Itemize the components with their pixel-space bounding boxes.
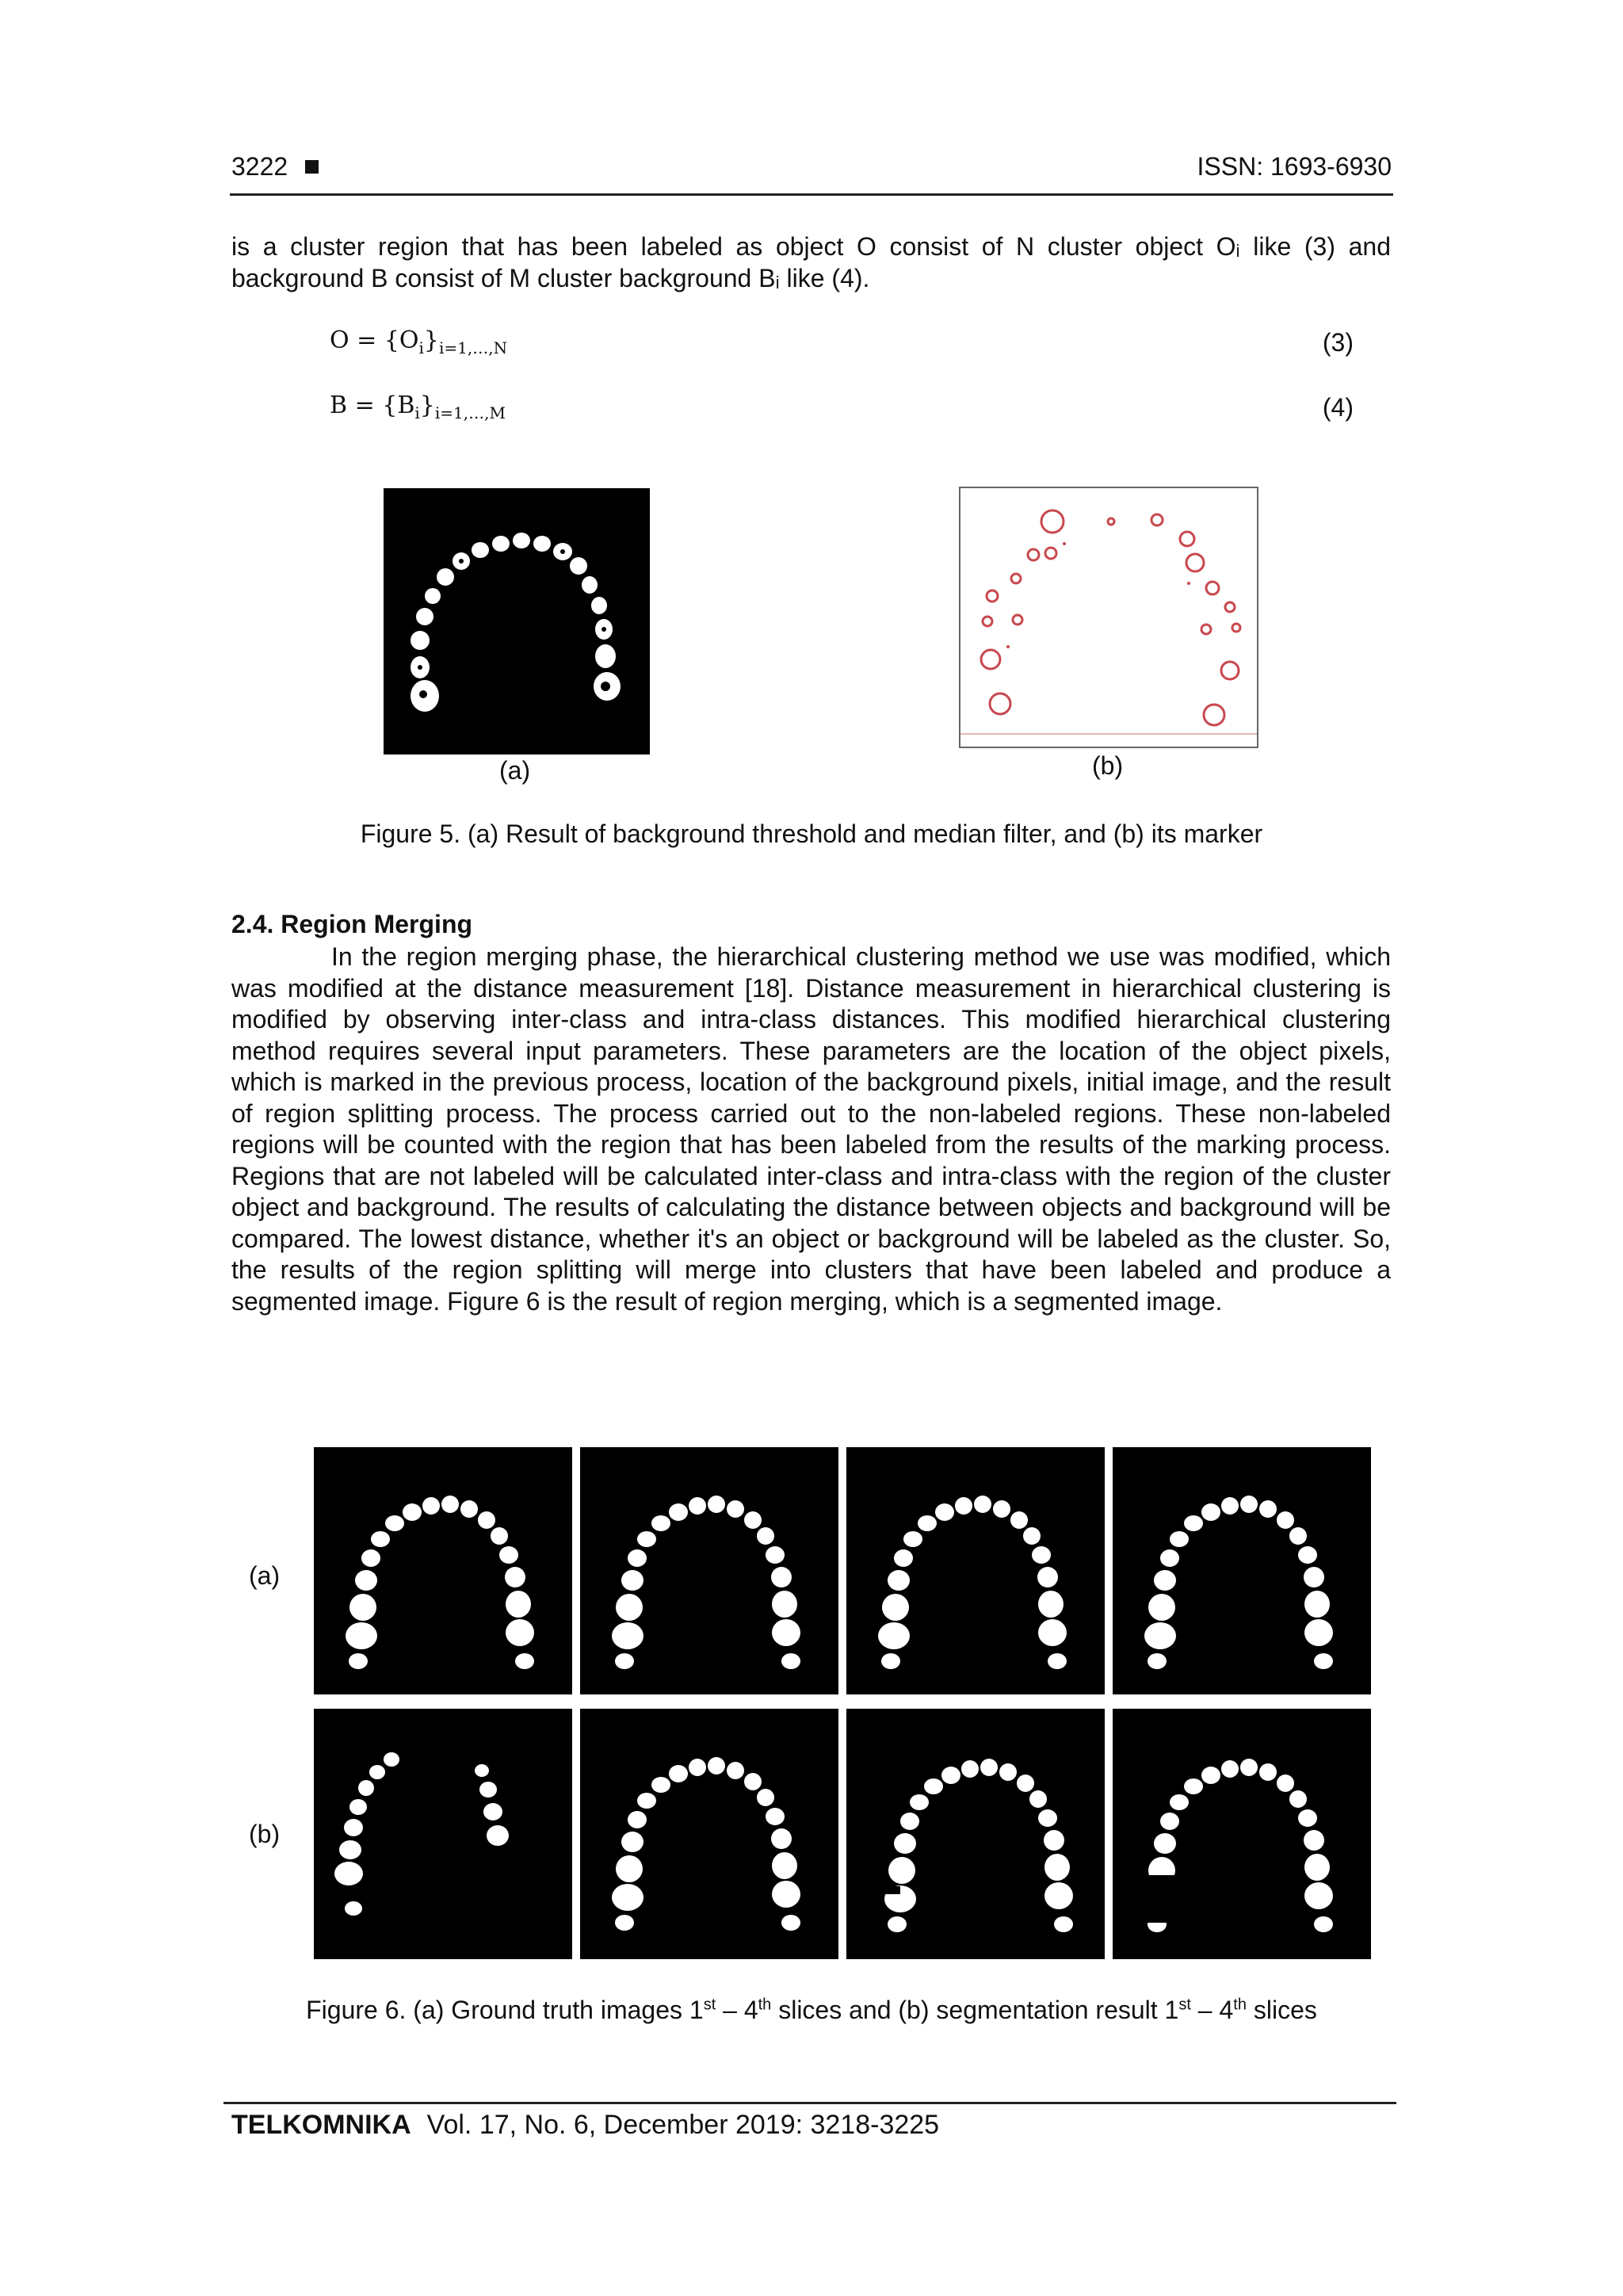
figure5b-label: (b) [1092, 751, 1124, 780]
figure6b-panel-2 [580, 1709, 838, 1959]
figure5a-threshold-image [384, 488, 650, 755]
figure6-caption: Figure 6. (a) Ground truth images 1st – 4th slices and (b) segmentation result 1st – 4th slices [306, 1996, 1317, 2024]
figure6b-panel-1 [314, 1709, 572, 1959]
section-heading: 2.4. Region Merging [231, 910, 473, 938]
page-number [231, 152, 319, 181]
intro-paragraph: is a cluster region that has been labeled as object O consist of N cluster object Oᵢ like (3) and background B consist of M cluster background Bᵢ like (4). [231, 232, 1391, 292]
figure6b-panel-4 [1113, 1709, 1371, 1959]
figure6-row-b-label: (b) [249, 1820, 281, 1848]
figure6a-panel-3 [846, 1447, 1105, 1694]
equation-3: $O = \{O_i\}_{i=1,\dots,N}$ [330, 327, 508, 357]
figure6-row-a-label: (a) [249, 1561, 281, 1590]
equation-4: $B = \{B_i\}_{i=1,\dots,M}$ [330, 392, 506, 422]
figure6b-panel-3 [846, 1709, 1105, 1959]
footer [231, 2110, 939, 2141]
journal-name: TELKOMNIKA [231, 2110, 411, 2140]
figure6a-panel-2 [580, 1447, 838, 1694]
figure6a-panel-4 [1113, 1447, 1371, 1694]
figure5-caption: Figure 5. (a) Result of background threshold and median filter, and (b) its marker [360, 819, 1263, 848]
citation: Vol. 17, No. 6, December 2019: 3218-3225 [426, 2110, 940, 2140]
section-body: In the region merging phase, the hierarchical clustering method we use was modified, which was modified at the distance measurement [18]. Distance measurement in hierarchical clustering is modified by observing inter-class and intra-class distances. This modified hierarchical clustering method requires several input parameters. These parameters are the location of the object pixels, which is marked in the previous process, location of the background pixels, initial image, and the result of region splitting process. The process carried out to the non-labeled regions. These non-labeled regions will be counted with the region that has been labeled from the results of the marking process. Regions that are not labeled will be calculated inter-class and intra-class with the region of the cluster object and background. The results of calculating the distance between objects and background will be compared. The lowest distance, whether it's an object or background will be labeled as the cluster. So, the results of the region splitting will merge into clusters that have been labeled and produce a segmented image. Figure 6 is the result of region merging, which is a segmented image. [231, 942, 1391, 1316]
equation-3-number: (3) [1322, 328, 1354, 357]
figure5b-marker-image [959, 487, 1258, 748]
figure6-image-grid [314, 1447, 1371, 1959]
header-rule [230, 193, 1393, 196]
footer-rule [223, 2102, 1396, 2104]
page-number-text: 3222 [231, 152, 288, 181]
square-bullet-icon [305, 160, 319, 174]
issn: ISSN: 1693-6930 [1197, 152, 1392, 181]
figure5a-label: (a) [499, 756, 531, 785]
equation-4-number: (4) [1322, 393, 1354, 422]
figure6a-panel-1 [314, 1447, 572, 1694]
